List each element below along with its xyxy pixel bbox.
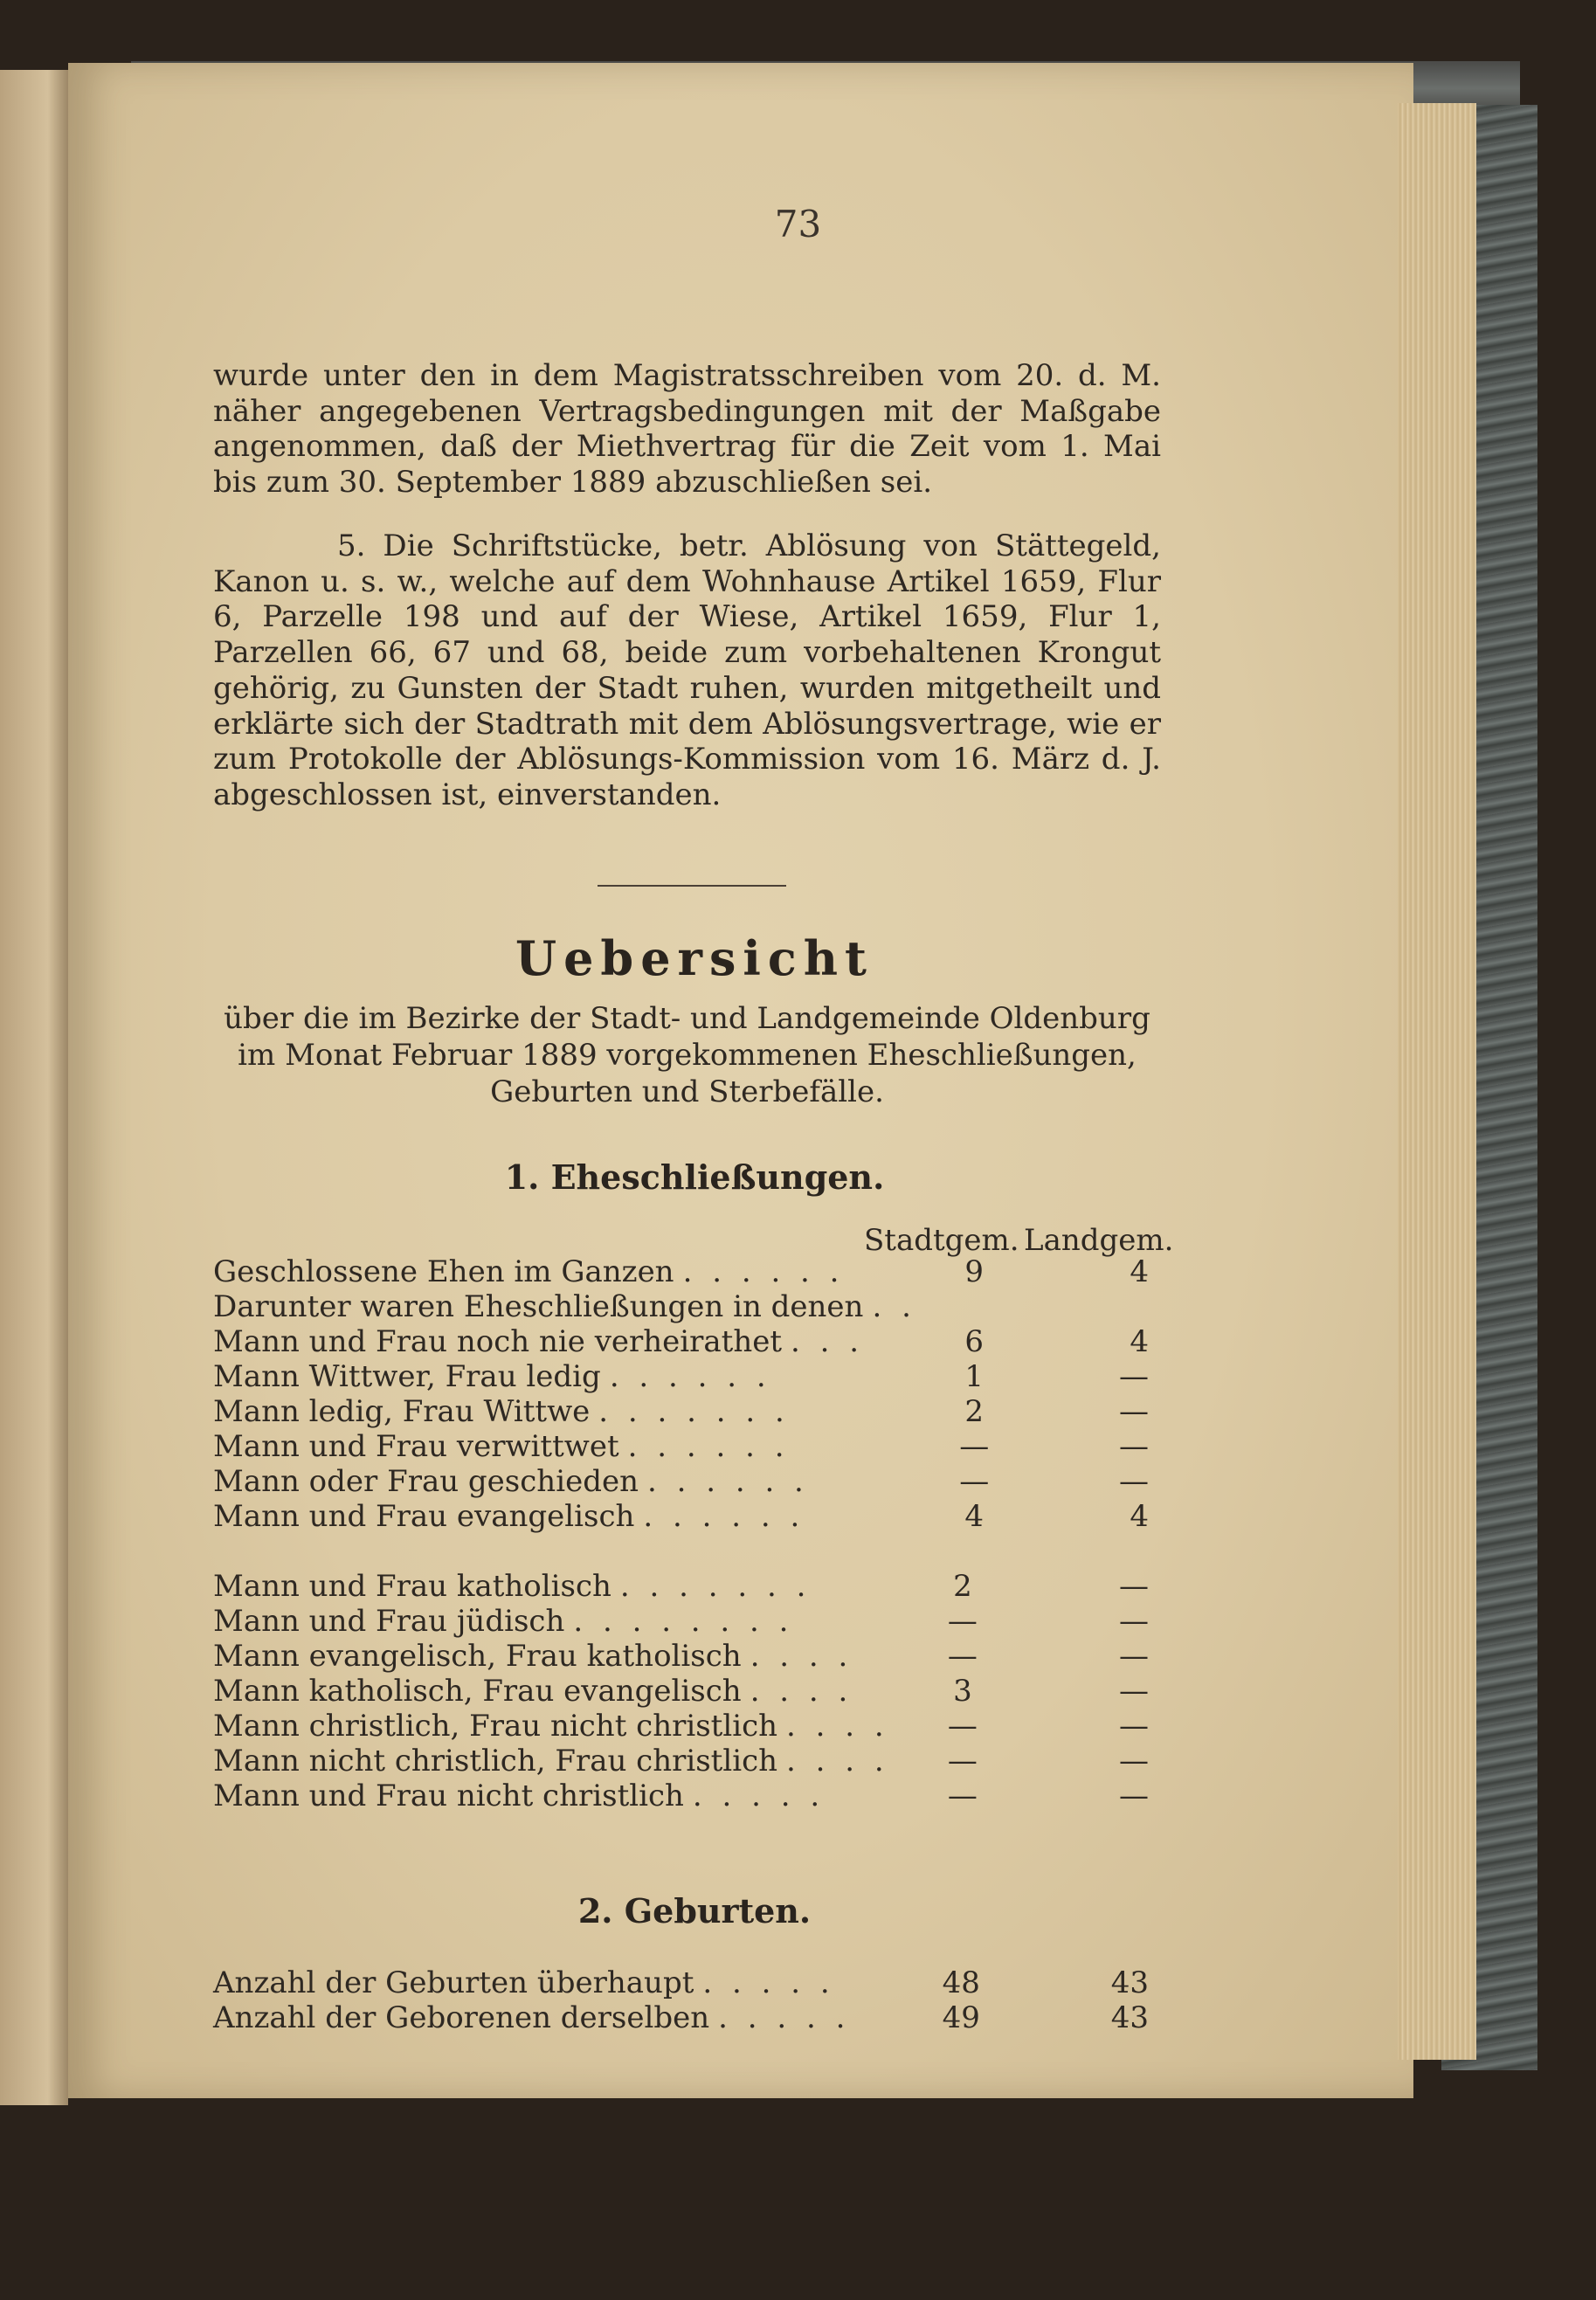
city-value: — xyxy=(947,1709,978,1744)
city-value: 6 xyxy=(964,1324,985,1359)
rural-value: — xyxy=(1119,1429,1149,1464)
leader-dots: . . . . . xyxy=(692,1779,826,1813)
row-label: Mann christlich, Frau nicht christlich xyxy=(213,1709,778,1744)
continuation-paragraph xyxy=(213,358,1161,501)
table-row xyxy=(213,1464,1161,1499)
row-label: Mann und Frau nicht christlich xyxy=(213,1779,684,1813)
row-label: Mann und Frau evangelisch xyxy=(213,1499,635,1534)
leader-dots: . . . . xyxy=(786,1709,889,1744)
row-label: Geschlossene Ehen im Ganzen xyxy=(213,1254,674,1289)
city-value: — xyxy=(959,1464,990,1499)
city-value: 4 xyxy=(964,1499,985,1534)
page-edges xyxy=(1398,103,1476,2060)
leader-dots: . . . . . . . xyxy=(619,1569,812,1604)
row-label: Darunter waren Eheschließungen in denen xyxy=(213,1289,864,1324)
section-1-title: 1. Eheschließungen. xyxy=(504,1157,885,1197)
item-5-paragraph xyxy=(213,528,1161,813)
city-value: 48 xyxy=(942,1965,980,2000)
table-row xyxy=(213,1604,1161,1639)
section-2-title: 2. Geburten. xyxy=(577,1891,812,1930)
city-value xyxy=(916,1289,1033,1324)
rural-value: — xyxy=(1119,1639,1149,1674)
rural-value: — xyxy=(1119,1464,1149,1499)
leader-dots: . . . . . . xyxy=(627,1429,790,1464)
leader-dots: . . . . . . . . xyxy=(573,1604,794,1639)
table-row xyxy=(213,1324,1161,1359)
table-row xyxy=(213,1394,1161,1429)
leader-dots: . . . xyxy=(791,1324,865,1359)
leader-dots: . . . . . xyxy=(702,1965,835,2000)
leader-dots: . . . . . . xyxy=(609,1359,771,1394)
rural-value: — xyxy=(1119,1604,1149,1639)
leader-dots: . . . . . . . xyxy=(598,1394,790,1429)
city-value: 49 xyxy=(942,2000,980,2035)
leader-dots: . . xyxy=(872,1289,916,1324)
row-label-cell xyxy=(213,1709,901,1744)
row-label: Anzahl der Geburten überhaupt xyxy=(213,1965,694,2000)
row-label: Mann und Frau noch nie verheirathet xyxy=(213,1324,783,1359)
row-label-cell xyxy=(213,1324,916,1359)
leader-dots: . . . . xyxy=(786,1744,889,1779)
table-row xyxy=(213,1254,1161,1289)
row-label: Mann Wittwer, Frau ledig xyxy=(213,1359,601,1394)
births-table xyxy=(213,1965,1161,2035)
table-row xyxy=(213,1965,1161,2000)
rural-value: — xyxy=(1119,1779,1149,1813)
overview-subtitle: über die im Bezirke der Stadt- und Landgemeinde Oldenburg im Monat Februar 1889 vorgekommenen Eheschließungen, Geburten und Sterbefälle. xyxy=(224,1001,1150,1109)
leader-dots: . . . . . . xyxy=(646,1464,809,1499)
table-row xyxy=(213,1744,1161,1779)
row-label-cell xyxy=(213,1639,901,1674)
city-value: 1 xyxy=(964,1359,985,1394)
rural-value: — xyxy=(1119,1744,1149,1779)
continuation-text: wurde unter den in dem Magistratsschreiben vom 20. d. M. näher angegebenen Vertragsbedingungen mit der Maßgabe angenommen, daß der Miethvertrag für die Zeit vom 1. Mai bis zum 30. September 1889 abzuschließen sei. xyxy=(213,358,1161,501)
table-row xyxy=(213,1779,1161,1813)
leader-dots: . . . . xyxy=(750,1639,853,1674)
leader-dots: . . . . . . xyxy=(643,1499,805,1534)
table-row xyxy=(213,1359,1161,1394)
row-label: Anzahl der Geborenen derselben xyxy=(213,2000,710,2035)
row-label-cell xyxy=(213,1499,916,1534)
rural-value: — xyxy=(1119,1674,1149,1709)
column-header-city: Stadtgem. xyxy=(864,1223,1019,1258)
table-row xyxy=(213,2000,1161,2035)
rural-value: 4 xyxy=(1130,1499,1149,1534)
row-label-cell xyxy=(213,1254,916,1289)
row-label: Mann oder Frau geschieden xyxy=(213,1464,639,1499)
row-label-cell xyxy=(213,1674,901,1709)
row-label-cell xyxy=(213,1464,916,1499)
table-row xyxy=(213,1499,1161,1534)
row-label-cell xyxy=(213,1429,916,1464)
column-header-rural: Landgem. xyxy=(1024,1223,1174,1258)
row-label: Mann und Frau jüdisch xyxy=(213,1604,565,1639)
item-5-text: 5. Die Schriftstücke, betr. Ablösung von Stättegeld, Kanon u. s. w., welche auf dem Wohnhause Artikel 1659, Flur 6, Parzelle 198 und auf der Wiese, Artikel 1659, Flur 1, Parzellen 66, 67 und 68, beide zum vorbehaltenen Krongut gehörig, zu Gunsten der Stadt ruhen, wurden mitgetheilt und erklärte sich der Stadtrath mit dem Ablösungsvertrage, wie er zum Protokolle der Ablösungs-Kommission vom 16. März d. J. abgeschlossen ist, einverstanden. xyxy=(213,528,1161,812)
table-row xyxy=(213,1709,1161,1744)
row-label: Mann ledig, Frau Wittwe xyxy=(213,1394,591,1429)
row-label: Mann evangelisch, Frau katholisch xyxy=(213,1639,742,1674)
city-value: — xyxy=(947,1744,978,1779)
column-headers xyxy=(213,1223,1174,1258)
rural-value: — xyxy=(1119,1359,1149,1394)
city-value: — xyxy=(947,1639,978,1674)
row-label-cell xyxy=(213,1779,901,1813)
row-label-cell xyxy=(213,1744,901,1779)
rural-value: 43 xyxy=(1110,2000,1149,2035)
rural-value: 4 xyxy=(1130,1254,1149,1289)
row-label-cell xyxy=(213,1289,916,1324)
facing-page-edge xyxy=(0,70,68,2105)
leader-dots: . . . . . . xyxy=(682,1254,845,1289)
rural-value xyxy=(1033,1289,1162,1324)
row-label-cell xyxy=(213,1604,901,1639)
marriages-table-continued xyxy=(213,1569,1161,1813)
marriages-table xyxy=(213,1254,1161,1534)
row-label: Mann und Frau katholisch xyxy=(213,1569,611,1604)
table-row xyxy=(213,1569,1161,1604)
row-label-cell xyxy=(213,2000,899,2035)
rural-value: 43 xyxy=(1110,1965,1149,2000)
city-value: 2 xyxy=(964,1394,985,1429)
city-value: 3 xyxy=(953,1674,972,1709)
table-row xyxy=(213,1674,1161,1709)
row-label-cell xyxy=(213,1965,899,2000)
city-value: — xyxy=(959,1429,990,1464)
row-label: Mann nicht christlich, Frau christlich xyxy=(213,1744,778,1779)
city-value: 2 xyxy=(953,1569,972,1604)
table-row xyxy=(213,1429,1161,1464)
row-label-cell xyxy=(213,1569,901,1604)
section-divider xyxy=(598,885,786,887)
row-label: Mann und Frau verwittwet xyxy=(213,1429,619,1464)
leader-dots: . . . . xyxy=(750,1674,853,1709)
leader-dots: . . . . . xyxy=(718,2000,851,2035)
row-label-cell xyxy=(213,1394,916,1429)
rural-value: — xyxy=(1119,1709,1149,1744)
city-value: 9 xyxy=(964,1254,985,1289)
row-label: Mann katholisch, Frau evangelisch xyxy=(213,1674,742,1709)
rural-value: 4 xyxy=(1130,1324,1149,1359)
page-number: 73 xyxy=(774,203,822,245)
row-label-cell xyxy=(213,1359,916,1394)
city-value: — xyxy=(947,1779,978,1813)
rural-value: — xyxy=(1119,1394,1149,1429)
table-row xyxy=(213,1639,1161,1674)
city-value: — xyxy=(947,1604,978,1639)
table-row xyxy=(213,1289,1161,1324)
overview-title: Uebersicht xyxy=(515,930,874,986)
rural-value: — xyxy=(1119,1569,1149,1604)
